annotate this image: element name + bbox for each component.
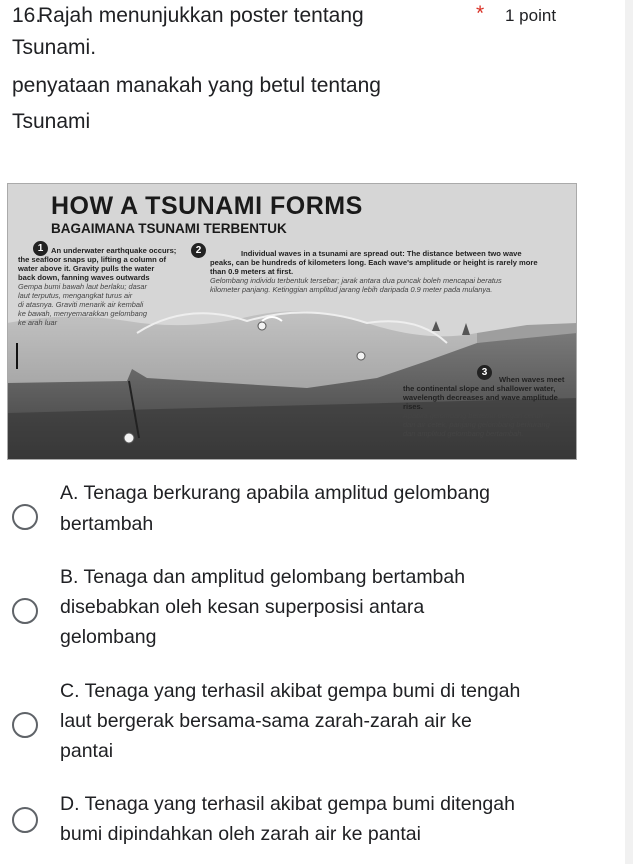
option-c-label: C. Tenaga yang terhasil akibat gempa bumi di tengah [60,680,521,702]
step-1-caption: back down, fanning waves outwards [18,273,150,282]
step-1-translation: di atasnya. Graviti menarik air kembali [18,300,144,309]
option-d-label: D. Tenaga yang terhasil akibat gempa bumi ditengah [60,793,515,815]
question-points: 1 point [505,6,557,25]
step-2-translation: Gelombang individu terbentuk tersebar; jarak antara dua puncak boleh mencapai beratus [210,276,502,285]
poster-title: HOW A TSUNAMI FORMS [51,192,363,220]
option-a-label: bertambah [60,513,154,535]
question-number: 16. [12,4,42,27]
option-c-radio[interactable] [12,712,38,738]
step-3-translation: Apabila gelombang bertemu dengan cerun [403,411,543,420]
step-3-caption: wavelength decreases and wave amplitude [403,393,558,402]
step-1-translation: Gempa bumi bawah laut berlaku; dasar [18,282,147,291]
scrollbar[interactable] [625,0,633,864]
option-c-label: pantai [60,740,114,762]
step-1-translation: laut terputus, mengangkat turus air [18,291,133,300]
step-1-translation: ke bawah, menyemarakkan gelombang [18,309,148,318]
step-1-translation: ke arah luar [18,318,58,327]
question-title: Rajah menunjukkan poster tentang [38,4,364,27]
option-b-radio[interactable] [12,598,38,624]
step-1-badge: 1 [33,241,48,256]
poster-subtitle: BAGAIMANA TSUNAMI TERBENTUK [51,221,287,236]
step-2-translation: kilometer panjang. Ketinggian amplitud jarang lebih daripada 0.9 meter pada mulanya. [210,285,493,294]
option-d-label: bumi dipindahkan oleh zarah air ke pantai [60,823,421,845]
question-line: Tsunami [12,110,91,133]
option-d-radio[interactable] [12,807,38,833]
option-a-radio[interactable] [12,504,38,530]
step-3-translation: dan air cetek, panjang gelombang berkurang [403,420,550,429]
option-a-label: A. Tenaga berkurang apabila amplitud gelombang [60,482,491,504]
step-2-caption: than 0.9 meters at first. [210,267,294,276]
step-3-caption: the continental slope and shallower water, [403,384,556,393]
step-3-translation: dan amplitud gelombang bertambah. [403,429,524,438]
option-b-label: gelombang [60,626,157,648]
option-b-label: B. Tenaga dan amplitud gelombang bertambah [60,566,466,588]
question-line: Tsunami. [12,36,97,59]
step-1-caption: water above it. Gravity pulls the water [18,264,155,273]
option-c-label: laut bergerak bersama-sama zarah-zarah air ke [60,710,472,732]
step-1-caption: An underwater earthquake occurs; [51,246,177,255]
question-line: penyataan manakah yang betul tentang [12,74,381,97]
step-3-badge: 3 [477,365,492,380]
step-1-caption: the seafloor snaps up, lifting a column of [18,255,167,264]
tsunami-poster-image [7,183,577,460]
step-3-caption: When waves meet [499,375,565,384]
step-2-caption: Individual waves in a tsunami are spread out: The distance between two wave [241,249,522,258]
step-3-caption: rises. [403,402,423,411]
option-b-label: disebabkan oleh kesan superposisi antara [60,596,425,618]
required-mark: * [476,2,485,25]
step-2-badge: 2 [191,243,206,258]
step-2-caption: peaks, can be hundreds of kilometers long. Each wave's amplitude or height is rarely more [210,258,538,267]
